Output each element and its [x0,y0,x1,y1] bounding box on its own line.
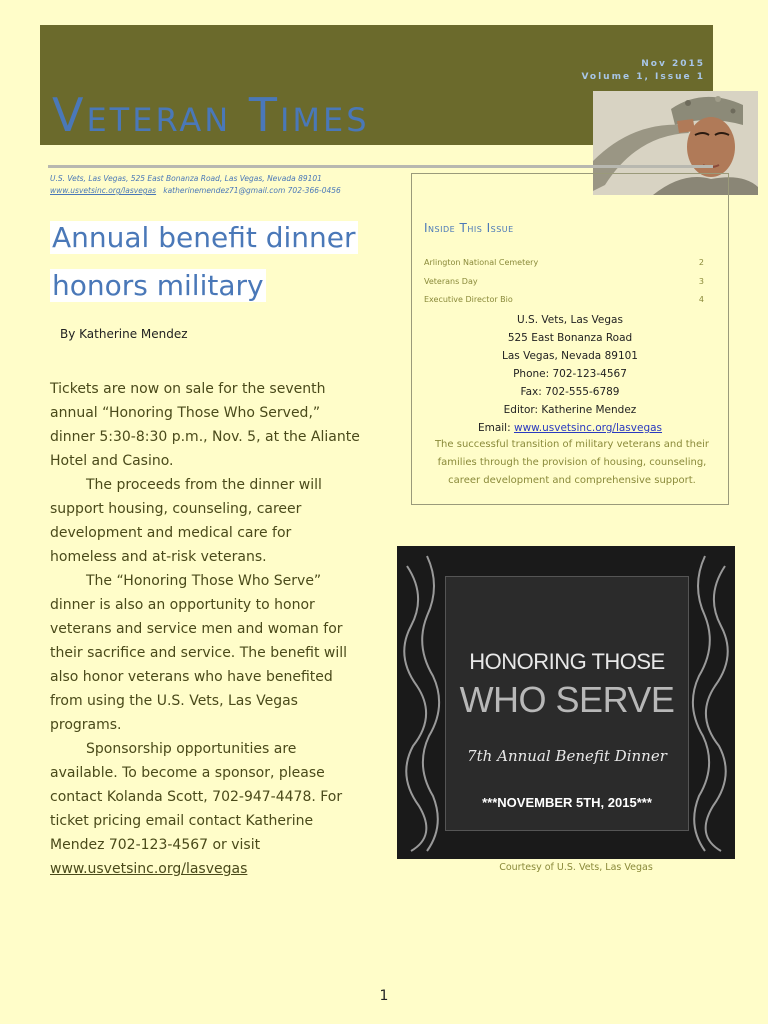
toc-item-label: Executive Director Bio [424,295,513,304]
issue-info [581,58,705,84]
header-website-link[interactable]: www.usvetsinc.org/lasvegas [50,186,157,195]
poster-caption: Courtesy of U.S. Vets, Las Vegas [499,862,653,873]
article-website-link[interactable]: www.usvetsinc.org/lasvegas [50,861,248,877]
toc-item-label: Arlington National Cemetery [424,258,539,267]
poster-date: ***NOVEMBER 5TH, 2015*** [482,795,652,810]
benefit-dinner-poster [397,546,735,859]
toc-item[interactable] [424,291,704,310]
header-address: U.S. Vets, Las Vegas, 525 East Bonanza Road, Las Vegas, Nevada 89101 [50,174,322,183]
header-contact-info [50,173,341,197]
article-paragraph-4-text: Sponsorship opportunities are available. To become a sponsor, please contact Kolanda Scott, 702-947-4478. For ticket pricing email contact Katherine Mendez 702-123-4567 or visit [50,741,343,853]
contact-org: U.S. Vets, Las Vegas [517,314,623,326]
poster-heading-2: WHO SERVE [459,679,675,720]
article-body [50,377,360,881]
contact-block [412,311,728,437]
inside-this-issue-box [411,173,729,505]
contact-email-label: Email: [477,422,511,434]
contact-fax: Fax: 702-555-6789 [520,386,620,398]
header-rule [48,165,713,168]
contact-street: 525 East Bonanza Road [507,332,633,344]
toc-item[interactable] [424,254,704,273]
issue-date: Nov 2015 [641,59,705,69]
headline-line-2: honors military [52,269,264,302]
poster-heading-1: HONORING THOSE [469,649,665,674]
contact-city: Las Vegas, Nevada 89101 [502,350,638,362]
contact-editor: Editor: Katherine Mendez [503,404,637,416]
article-paragraph-2: The proceeds from the dinner will support housing, counseling, career development and medical care for homeless and at-risk veterans. [50,477,322,565]
mission-statement: The successful transition of military veterans and their families through the provision of housing, counseling, career development and comprehensive support. [434,439,710,486]
newsletter-title: Veteran Times [52,88,370,142]
page-number: 1 [379,988,389,1004]
article-paragraph-1: Tickets are now on sale for the seventh annual “Honoring Those Who Served,” dinner 5:30-8:30 p.m., Nov. 5, at the Aliante Hotel and Casino. [50,381,360,469]
contact-phone: Phone: 702-123-4567 [513,368,627,380]
table-of-contents [424,254,704,310]
article-paragraph-4 [50,737,360,881]
toc-item-page: 3 [698,276,704,286]
header-contact: katherinemendez71@gmail.com 702-366-0456 [163,186,341,195]
volume-issue: Volume 1, Issue 1 [581,72,705,82]
article-headline [50,214,370,310]
poster-panel [445,576,689,831]
headline-line-1: Annual benefit dinner [52,221,356,254]
inside-this-issue-title: Inside This Issue [424,221,514,235]
toc-item[interactable] [424,273,704,292]
contact-email [412,419,728,437]
article-paragraph-3: The “Honoring Those Who Serve” dinner is also an opportunity to honor veterans and service men and woman for their sacrifice and service. The benefit will also honor veterans who have benefited from using the U.S. Vets, Las Vegas programs. [50,573,348,733]
toc-item-page: 2 [698,258,704,267]
toc-item-label: Veterans Day [424,276,478,286]
contact-email-link[interactable]: www.usvetsinc.org/lasvegas [513,422,663,434]
poster-subtitle: 7th Annual Benefit Dinner [467,747,667,765]
byline: By Katherine Mendez [60,327,188,341]
toc-item-page: 4 [698,295,704,304]
